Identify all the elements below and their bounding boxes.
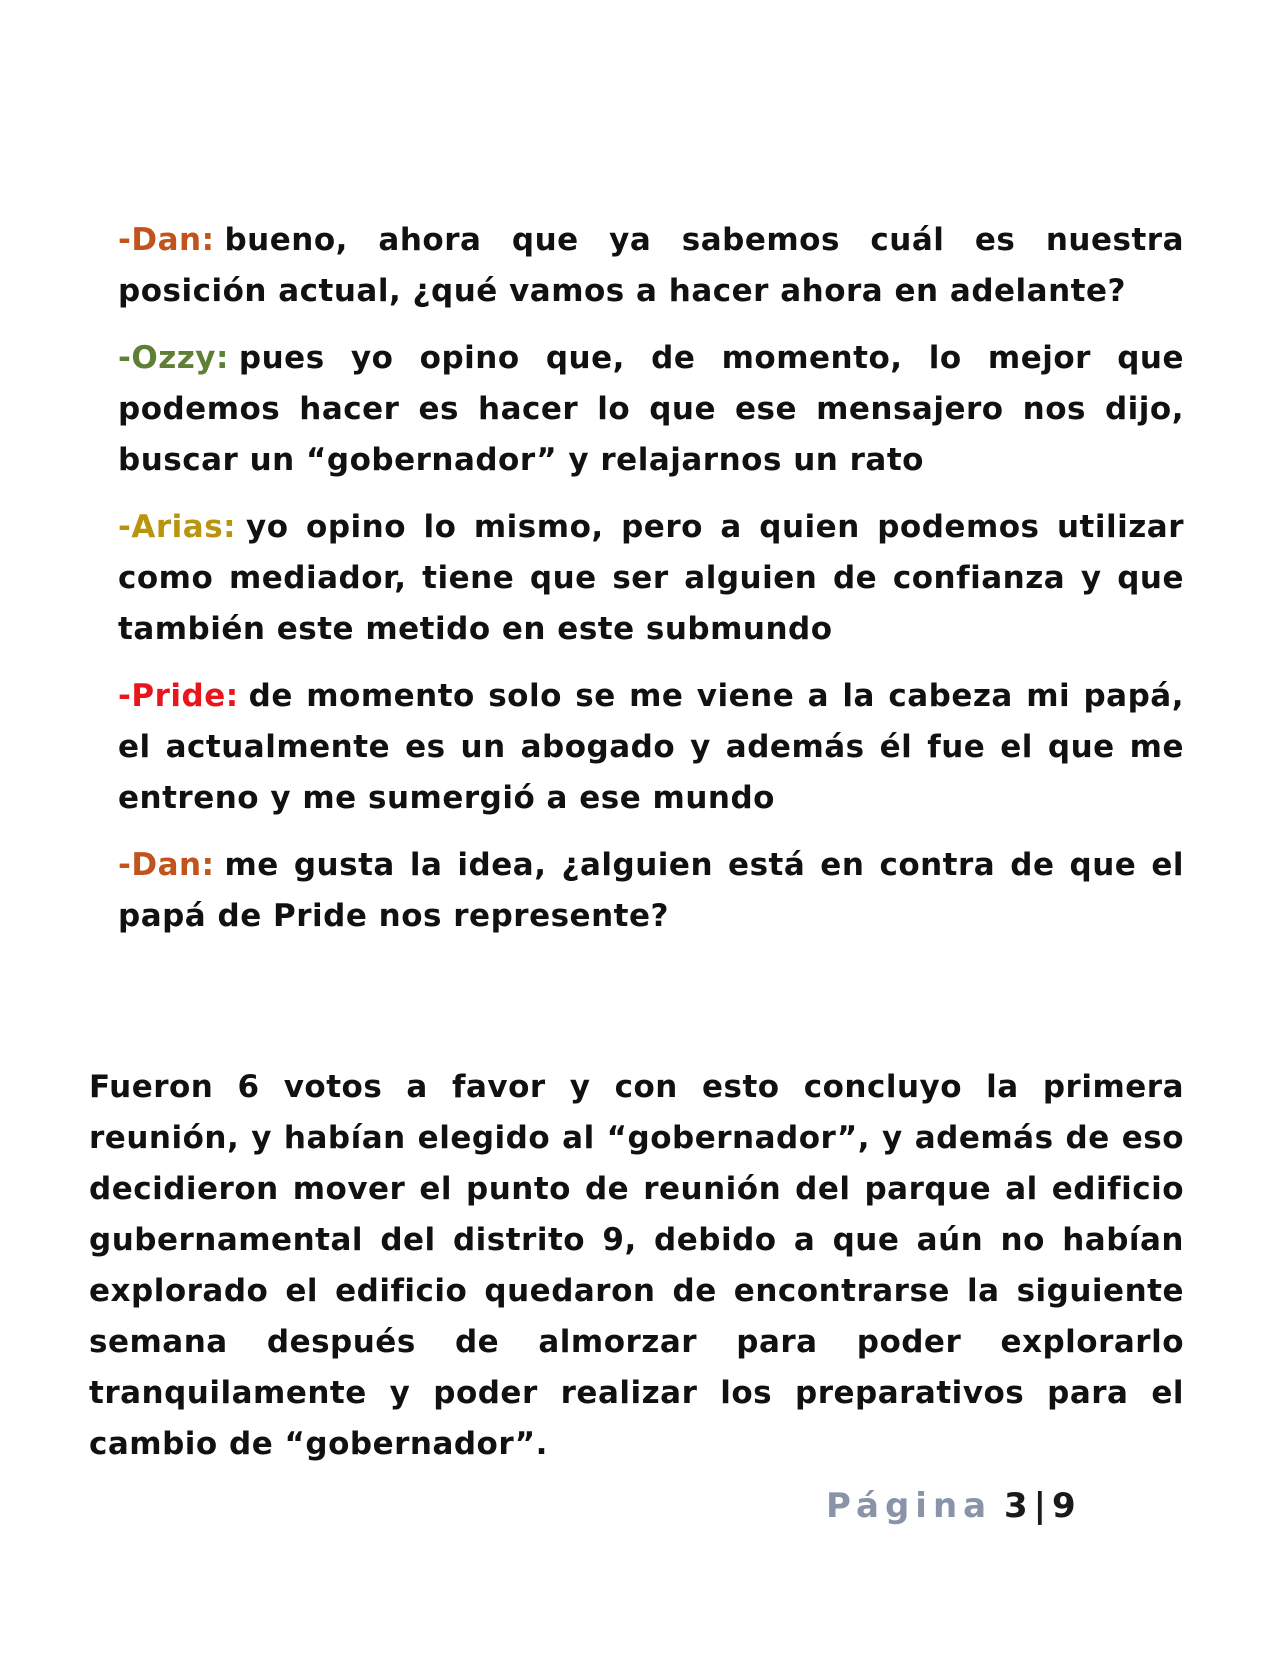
- dialogue-line-ozzy: [118, 333, 1184, 486]
- narration-paragraph: Fueron 6 votos a favor y con esto concluyo la primera reunión, y habían elegido al “gobernador”, y además de eso decidieron mover el punto de reunión del parque al edificio gubernamental del distrito 9, debido a que aún no habían explorado el edificio quedaron de encontrarse la siguiente semana después de almorzar para poder explorarlo tranquilamente y poder realizar los preparativos para el cambio de “gobernador”.: [89, 1069, 1184, 1462]
- dialogue-line-pride: [118, 671, 1184, 824]
- dialogue-line-arias: [118, 502, 1184, 655]
- dialogue-text: yo opino lo mismo, pero a quien podemos utilizar como mediador, tiene que ser alguien de confianza y que también este metido en este submundo: [118, 509, 1184, 647]
- speaker-name: -Dan:: [118, 222, 215, 258]
- page-separator: |: [1033, 1486, 1047, 1526]
- dialogue-text: pues yo opino que, de momento, lo mejor que podemos hacer es hacer lo que ese mensajero nos dijo, buscar un “gobernador” y relajarnos un rato: [118, 340, 1184, 478]
- speaker-name: -Arias:: [118, 509, 237, 545]
- page-label: Página: [826, 1486, 993, 1526]
- page-current: 3: [1003, 1486, 1028, 1526]
- page-total: 9: [1052, 1486, 1076, 1526]
- dialogue-text: me gusta la idea, ¿alguien está en contra de que el papá de Pride nos represente?: [118, 847, 1184, 934]
- dialogue-line-dan-1: [118, 215, 1184, 317]
- speaker-name: -Ozzy:: [118, 340, 229, 376]
- dialogue-line-dan-2: [118, 840, 1184, 942]
- speaker-name: -Pride:: [118, 678, 239, 714]
- page-footer: [826, 1486, 1076, 1526]
- dialogue-section: [118, 215, 1184, 958]
- dialogue-text: bueno, ahora que ya sabemos cuál es nuestra posición actual, ¿qué vamos a hacer ahora en adelante?: [118, 222, 1184, 309]
- dialogue-text: de momento solo se me viene a la cabeza mi papá, el actualmente es un abogado y además él fue el que me entreno y me sumergió a ese mundo: [118, 678, 1184, 816]
- speaker-name: -Dan:: [118, 847, 215, 883]
